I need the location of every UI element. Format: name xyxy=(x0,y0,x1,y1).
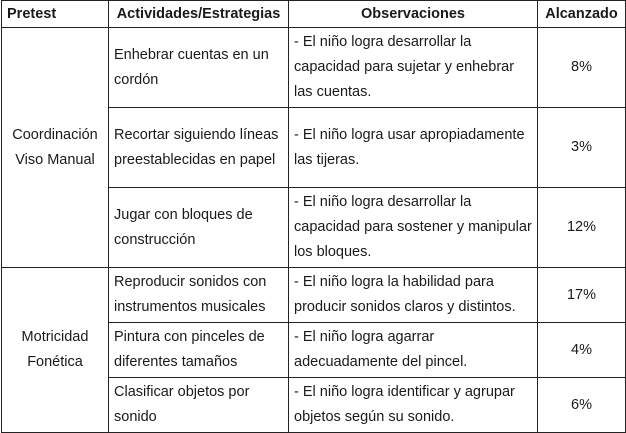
activity-cell: Reproducir sonidos con instrumentos musicales xyxy=(109,268,289,323)
reached-cell: 17% xyxy=(538,268,626,323)
observation-cell: - El niño logra la habilidad para producir sonidos claros y distintos. xyxy=(289,268,538,323)
header-row xyxy=(2,1,626,28)
reached-cell: 3% xyxy=(538,108,626,188)
observation-cell: - El niño logra desarrollar la capacidad para sujetar y enhebrar las cuentas. xyxy=(289,28,538,108)
group-label-coordinacion: Coordinación Viso Manual xyxy=(2,28,109,268)
activity-cell: Clasificar objetos por sonido xyxy=(109,378,289,433)
activity-cell: Jugar con bloques de construcción xyxy=(109,188,289,268)
header-reached: Alcanzado xyxy=(538,1,626,28)
group-label-motricidad: Motricidad Fonética xyxy=(2,268,109,433)
reached-cell: 4% xyxy=(538,323,626,378)
header-pretest: Pretest xyxy=(2,1,109,28)
header-observations: Observaciones xyxy=(289,1,538,28)
reached-cell: 6% xyxy=(538,378,626,433)
observation-cell: - El niño logra desarrollar la capacidad para sostener y manipular los bloques. xyxy=(289,188,538,268)
pretest-results-table xyxy=(1,0,626,433)
reached-cell: 12% xyxy=(538,188,626,268)
observation-cell: - El niño logra identificar y agrupar objetos según su sonido. xyxy=(289,378,538,433)
reached-cell: 8% xyxy=(538,28,626,108)
activity-cell: Enhebrar cuentas en un cordón xyxy=(109,28,289,108)
table-row xyxy=(2,268,626,323)
header-activities: Actividades/Estrategias xyxy=(109,1,289,28)
table-row xyxy=(2,28,626,108)
observation-cell: - El niño logra agarrar adecuadamente del pincel. xyxy=(289,323,538,378)
observation-cell: - El niño logra usar apropiadamente las tijeras. xyxy=(289,108,538,188)
activity-cell: Recortar siguiendo líneas preestablecidas en papel xyxy=(109,108,289,188)
activity-cell: Pintura con pinceles de diferentes tamaños xyxy=(109,323,289,378)
